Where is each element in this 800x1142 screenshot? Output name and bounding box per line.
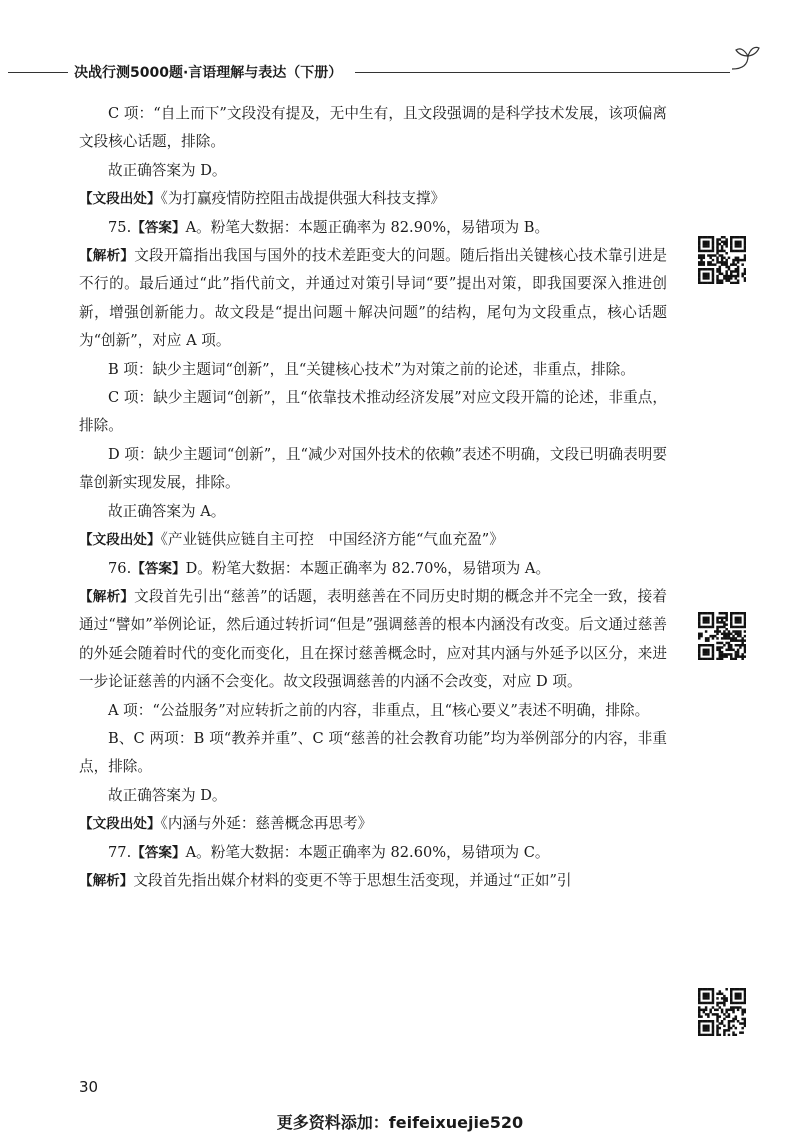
source-line: 【文段出处】《产业链供应链自主可控 中国经济方能“气血充盈”》 bbox=[79, 531, 504, 549]
analysis-tag: 【解析】 bbox=[79, 588, 135, 605]
source-tag: 【文段出处】 bbox=[79, 191, 161, 208]
paragraph: A 项：“公益服务”对应转折之前的内容，非重点，且“核心要义”表述不明确，排除。 bbox=[108, 701, 650, 719]
source-line: 【文段出处】《为打赢疫情防控阻击战提供强大科技支撑》 bbox=[79, 190, 446, 208]
answer-line: 75.【答案】A。粉笔大数据：本题正确率为 82.90%，易错项为 B。 bbox=[108, 218, 550, 236]
paragraph: B、C 两项：B 项“教养并重”、C 项“慈善的社会教育功能”均为举例部分的内容，非重点，排除。 bbox=[79, 729, 667, 776]
footer-note: 更多资料添加：feifeixuejie520 bbox=[276, 1113, 524, 1132]
paragraph: C 项：缺少主题词“创新”，且“依靠技术推动经济发展”对应文段开篇的论述，非重点，排除。 bbox=[79, 389, 667, 435]
source-tag: 【文段出处】 bbox=[79, 816, 161, 833]
paragraph: 故正确答案为 A。 bbox=[108, 502, 226, 520]
answer-tag: 【答案】 bbox=[131, 560, 186, 577]
answer-tag: 【答案】 bbox=[131, 844, 186, 861]
body-text bbox=[79, 100, 667, 895]
paragraph: D 项：缺少主题词“创新”，且“减少对国外技术的依赖”表述不明确，文段已明确表明要靠创新实现发展，排除。 bbox=[79, 445, 667, 492]
answer-line: 76.【答案】D。粉笔大数据：本题正确率为 82.70%，易错项为 A。 bbox=[108, 559, 551, 577]
header-rule-right bbox=[355, 72, 730, 73]
header-rule-left bbox=[8, 72, 68, 73]
answer-line: 77.【答案】A。粉笔大数据：本题正确率为 82.60%，易错项为 C。 bbox=[108, 843, 550, 861]
qr-code-icon[interactable] bbox=[698, 988, 746, 1036]
qr-code-icon[interactable] bbox=[698, 236, 746, 284]
running-header bbox=[0, 60, 760, 84]
paragraph: B 项：缺少主题词“创新”，且“关键核心技术”为对策之前的论述，非重点，排除。 bbox=[108, 360, 635, 378]
analysis-paragraph: 【解析】文段开篇指出我国与国外的技术差距变大的问题。随后指出关键核心技术靠引进是不行的。最后通过“此”指代前文，并通过对策引导词“要”提出对策，即我国要深入推进创新，增强创新能力。故文段是“提出问题＋解决问题”的结构，尾句为文段重点，核心话题为“创新”，对应 A 项。 bbox=[79, 247, 668, 350]
answer-tag: 【答案】 bbox=[131, 219, 186, 236]
sprout-icon bbox=[728, 42, 762, 72]
source-tag: 【文段出处】 bbox=[79, 532, 161, 549]
analysis-tag: 【解析】 bbox=[79, 872, 134, 889]
analysis-paragraph: 【解析】文段首先引出“慈善”的话题，表明慈善在不同历史时期的概念并不完全一致，接着通过“譬如”举例论证，然后通过转折词“但是”强调慈善的根本内涵没有改变。后文通过慈善的外延会随着时代的变化而变化，且在探讨慈善概念时，应对其内涵与外延予以区分，来进一步论证慈善的内涵不会变化。故文段强调慈善的内涵不会改变，对应 D 项。 bbox=[79, 587, 667, 691]
source-line: 【文段出处】《内涵与外延：慈善概念再思考》 bbox=[79, 815, 373, 833]
paragraph: 故正确答案为 D。 bbox=[108, 786, 227, 804]
analysis-tag: 【解析】 bbox=[79, 248, 135, 265]
paragraph: 故正确答案为 D。 bbox=[108, 161, 227, 179]
page-number: 30 bbox=[79, 1078, 99, 1096]
header-title: 决战行测5000题·言语理解与表达（下册） bbox=[74, 65, 343, 81]
qr-code-icon[interactable] bbox=[698, 612, 746, 660]
analysis-paragraph: 【解析】文段首先指出媒介材料的变更不等于思想生活变现，并通过“正如”引 bbox=[79, 871, 572, 889]
paragraph: C 项：“自上而下”文段没有提及，无中生有，且文段强调的是科学技术发展，该项偏离文段核心话题，排除。 bbox=[79, 105, 667, 151]
